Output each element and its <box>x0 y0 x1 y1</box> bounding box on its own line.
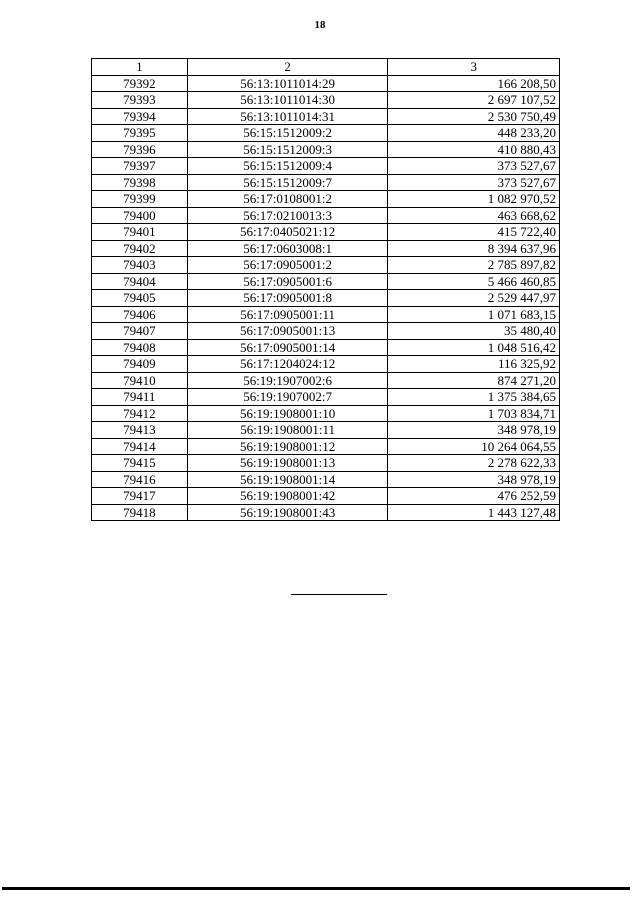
column-header-3: 3 <box>388 59 560 76</box>
row-number-cell: 79410 <box>92 372 188 389</box>
row-number-cell: 79400 <box>92 207 188 224</box>
table-row <box>92 224 560 241</box>
row-number-cell: 79411 <box>92 389 188 406</box>
data-table <box>91 58 560 521</box>
cadastral-number-cell: 56:13:1011014:31 <box>187 108 388 125</box>
table-row <box>92 356 560 373</box>
table-row <box>92 504 560 521</box>
table-row <box>92 290 560 307</box>
row-number-cell: 79415 <box>92 455 188 472</box>
table-row <box>92 405 560 422</box>
table-row <box>92 306 560 323</box>
table-row <box>92 339 560 356</box>
cadastral-number-cell: 56:17:0905001:13 <box>187 323 388 340</box>
table-row <box>92 422 560 439</box>
cadastral-number-cell: 56:17:0405021:12 <box>187 224 388 241</box>
cadastral-number-cell: 56:19:1908001:14 <box>187 471 388 488</box>
value-cell: 410 880,43 <box>388 141 560 158</box>
row-number-cell: 79402 <box>92 240 188 257</box>
cadastral-number-cell: 56:19:1908001:12 <box>187 438 388 455</box>
value-cell: 166 208,50 <box>388 75 560 92</box>
value-cell: 448 233,20 <box>388 125 560 142</box>
row-number-cell: 79394 <box>92 108 188 125</box>
row-number-cell: 79407 <box>92 323 188 340</box>
row-number-cell: 79399 <box>92 191 188 208</box>
value-cell: 2 278 622,33 <box>388 455 560 472</box>
value-cell: 415 722,40 <box>388 224 560 241</box>
row-number-cell: 79398 <box>92 174 188 191</box>
cadastral-number-cell: 56:15:1512009:4 <box>187 158 388 175</box>
value-cell: 373 527,67 <box>388 174 560 191</box>
row-number-cell: 79409 <box>92 356 188 373</box>
table-row <box>92 273 560 290</box>
value-cell: 348 978,19 <box>388 471 560 488</box>
table-row <box>92 323 560 340</box>
cadastral-number-cell: 56:19:1908001:42 <box>187 488 388 505</box>
cadastral-number-cell: 56:17:0210013:3 <box>187 207 388 224</box>
value-cell: 116 325,92 <box>388 356 560 373</box>
table-row <box>92 488 560 505</box>
value-cell: 1 443 127,48 <box>388 504 560 521</box>
row-number-cell: 79418 <box>92 504 188 521</box>
row-number-cell: 79416 <box>92 471 188 488</box>
value-cell: 1 375 384,65 <box>388 389 560 406</box>
column-header-2: 2 <box>187 59 388 76</box>
table-row <box>92 108 560 125</box>
cadastral-number-cell: 56:13:1011014:30 <box>187 92 388 109</box>
row-number-cell: 79406 <box>92 306 188 323</box>
table-row <box>92 471 560 488</box>
cadastral-number-cell: 56:17:0905001:8 <box>187 290 388 307</box>
value-cell: 10 264 064,55 <box>388 438 560 455</box>
row-number-cell: 79393 <box>92 92 188 109</box>
row-number-cell: 79395 <box>92 125 188 142</box>
cadastral-number-cell: 56:17:1204024:12 <box>187 356 388 373</box>
table-header-row <box>92 59 560 76</box>
page-bottom-bar <box>2 887 630 890</box>
cadastral-number-cell: 56:15:1512009:7 <box>187 174 388 191</box>
cadastral-number-cell: 56:17:0905001:2 <box>187 257 388 274</box>
value-cell: 1 048 516,42 <box>388 339 560 356</box>
value-cell: 348 978,19 <box>388 422 560 439</box>
value-cell: 373 527,67 <box>388 158 560 175</box>
cadastral-number-cell: 56:17:0905001:6 <box>187 273 388 290</box>
table-row <box>92 257 560 274</box>
cadastral-number-cell: 56:19:1908001:13 <box>187 455 388 472</box>
table-row <box>92 240 560 257</box>
cadastral-number-cell: 56:19:1907002:7 <box>187 389 388 406</box>
row-number-cell: 79401 <box>92 224 188 241</box>
cadastral-number-cell: 56:13:1011014:29 <box>187 75 388 92</box>
row-number-cell: 79417 <box>92 488 188 505</box>
table-row <box>92 125 560 142</box>
cadastral-number-cell: 56:19:1907002:6 <box>187 372 388 389</box>
value-cell: 35 480,40 <box>388 323 560 340</box>
row-number-cell: 79404 <box>92 273 188 290</box>
table-row <box>92 207 560 224</box>
table-row <box>92 141 560 158</box>
cadastral-number-cell: 56:19:1908001:10 <box>187 405 388 422</box>
end-rule <box>291 594 387 595</box>
value-cell: 2 697 107,52 <box>388 92 560 109</box>
value-cell: 8 394 637,96 <box>388 240 560 257</box>
cadastral-number-cell: 56:19:1908001:11 <box>187 422 388 439</box>
row-number-cell: 79413 <box>92 422 188 439</box>
row-number-cell: 79397 <box>92 158 188 175</box>
value-cell: 463 668,62 <box>388 207 560 224</box>
value-cell: 2 530 750,49 <box>388 108 560 125</box>
value-cell: 1 703 834,71 <box>388 405 560 422</box>
row-number-cell: 79405 <box>92 290 188 307</box>
table-row <box>92 174 560 191</box>
page-number: 18 <box>314 19 326 31</box>
value-cell: 2 785 897,82 <box>388 257 560 274</box>
table-row <box>92 455 560 472</box>
value-cell: 1 071 683,15 <box>388 306 560 323</box>
row-number-cell: 79414 <box>92 438 188 455</box>
value-cell: 2 529 447,97 <box>388 290 560 307</box>
table-row <box>92 389 560 406</box>
value-cell: 874 271,20 <box>388 372 560 389</box>
table-row <box>92 191 560 208</box>
table-row <box>92 372 560 389</box>
row-number-cell: 79403 <box>92 257 188 274</box>
cadastral-number-cell: 56:17:0108001:2 <box>187 191 388 208</box>
cadastral-number-cell: 56:15:1512009:3 <box>187 141 388 158</box>
row-number-cell: 79392 <box>92 75 188 92</box>
cadastral-number-cell: 56:15:1512009:2 <box>187 125 388 142</box>
table-row <box>92 92 560 109</box>
table-body <box>92 75 560 521</box>
cadastral-number-cell: 56:17:0603008:1 <box>187 240 388 257</box>
row-number-cell: 79396 <box>92 141 188 158</box>
table-row <box>92 75 560 92</box>
table-row <box>92 438 560 455</box>
value-cell: 476 252,59 <box>388 488 560 505</box>
cadastral-number-cell: 56:19:1908001:43 <box>187 504 388 521</box>
value-cell: 1 082 970,52 <box>388 191 560 208</box>
column-header-1: 1 <box>92 59 188 76</box>
value-cell: 5 466 460,85 <box>388 273 560 290</box>
table-row <box>92 158 560 175</box>
cadastral-number-cell: 56:17:0905001:14 <box>187 339 388 356</box>
row-number-cell: 79408 <box>92 339 188 356</box>
cadastral-number-cell: 56:17:0905001:11 <box>187 306 388 323</box>
row-number-cell: 79412 <box>92 405 188 422</box>
